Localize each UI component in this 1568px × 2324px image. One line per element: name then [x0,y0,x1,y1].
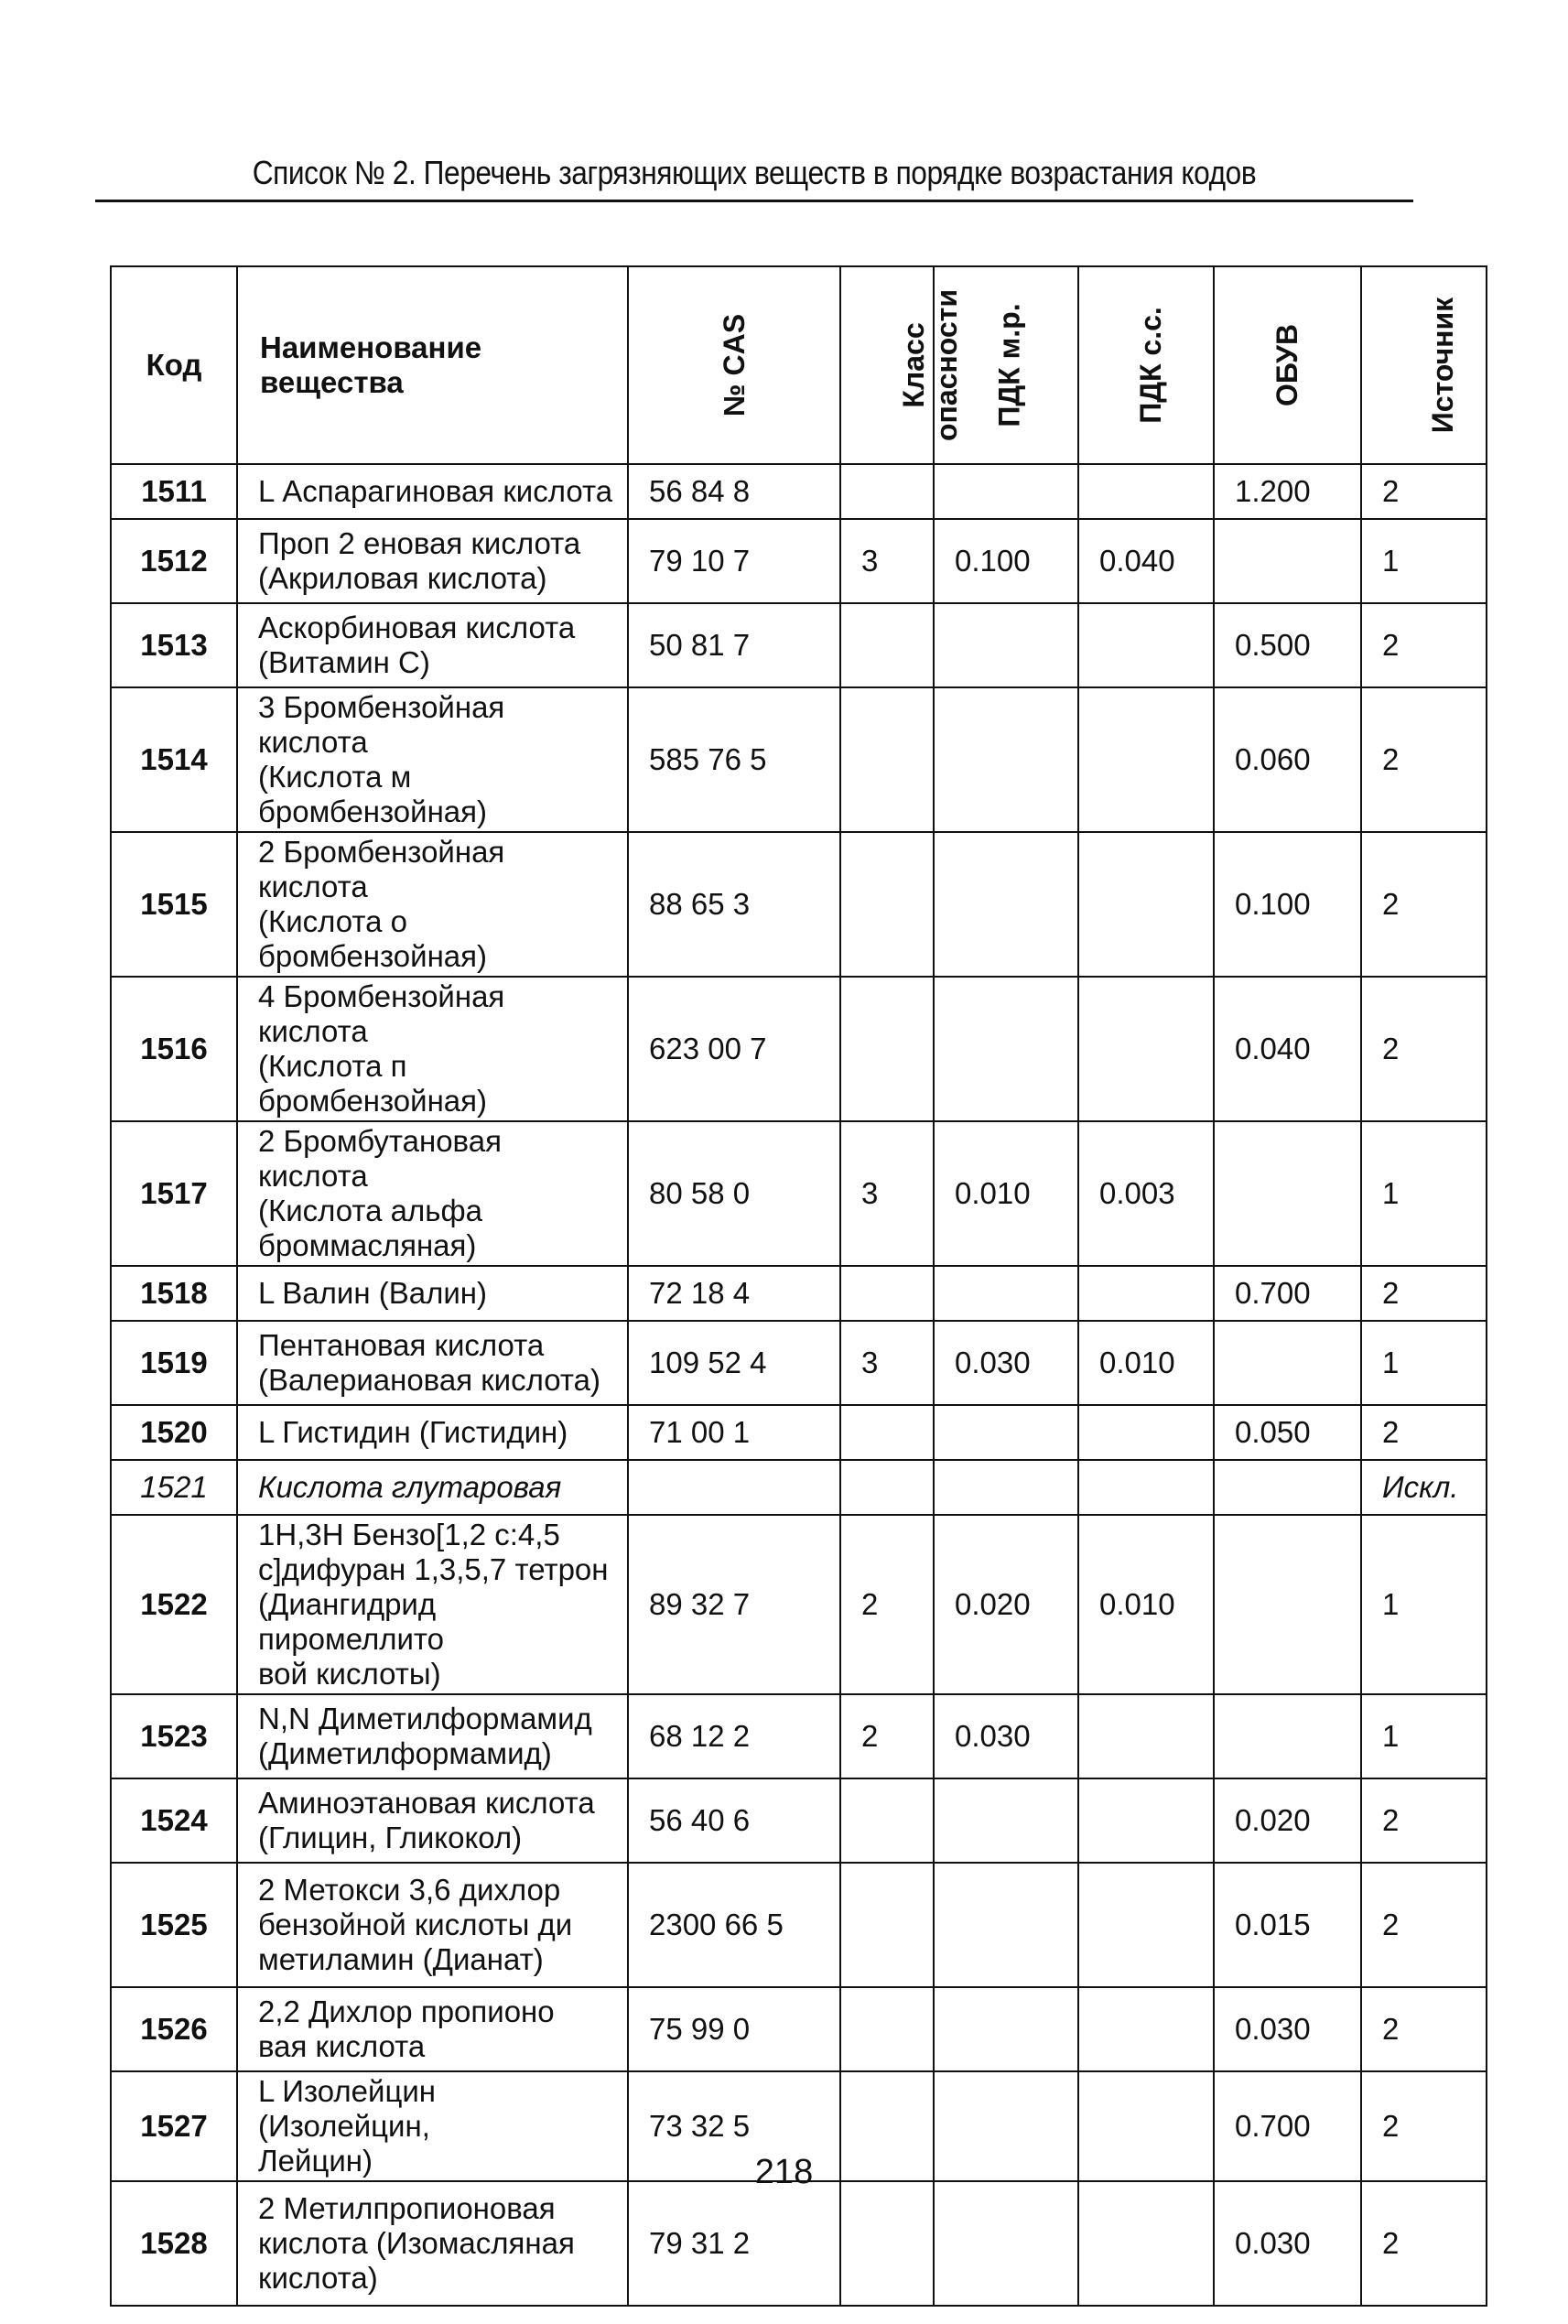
cell-pdk-ss [1078,832,1214,977]
cell-source: 2 [1361,1266,1487,1321]
cell-name: 3 Бромбензойная кислота (Кислота м бромбензойная) [237,687,628,832]
substances-table [110,265,1487,2307]
header-hazard-class-label: Класс опасности [897,288,964,441]
cell-cas: 623 00 7 [628,977,840,1121]
cell-source: 1 [1361,1694,1487,1778]
cell-obuv [1214,1321,1361,1405]
cell-pdk-mr [934,464,1078,519]
cell-pdk-ss [1078,1694,1214,1778]
cell-pdk-mr: 0.010 [934,1121,1078,1266]
cell-pdk-ss [1078,1778,1214,1863]
cell-name: Аскорбиновая кислота (Витамин С) [237,603,628,687]
cell-name: Пентановая кислота (Валериановая кислота) [237,1321,628,1405]
cell-name: Аминоэтановая кислота (Глицин, Гликокол) [237,1778,628,1863]
cell-pdk-ss [1078,1460,1214,1515]
cell-source: 2 [1361,1405,1487,1460]
cell-obuv [1214,519,1361,603]
cell-pdk-ss [1078,977,1214,1121]
table-row [111,1405,1487,1460]
cell-cas [628,1460,840,1515]
cell-name: L Аспарагиновая кислота [237,464,628,519]
cell-hazard-class [840,1266,934,1321]
cell-cas: 50 81 7 [628,603,840,687]
cell-pdk-mr [934,1987,1078,2071]
header-obuv-label: ОБУВ [1271,323,1304,407]
cell-source: 1 [1361,1121,1487,1266]
cell-code: 1522 [111,1515,237,1694]
cell-cas: 75 99 0 [628,1987,840,2071]
cell-hazard-class [840,1405,934,1460]
cell-pdk-mr [934,1863,1078,1987]
cell-cas: 2300 66 5 [628,1863,840,1987]
cell-cas: 585 76 5 [628,687,840,832]
cell-source: 2 [1361,1987,1487,2071]
table-row [111,1460,1487,1515]
cell-source: 2 [1361,603,1487,687]
cell-hazard-class [840,464,934,519]
table-row [111,1266,1487,1321]
cell-pdk-ss [1078,687,1214,832]
cell-pdk-mr [934,1460,1078,1515]
cell-obuv: 1.200 [1214,464,1361,519]
cell-obuv [1214,1460,1361,1515]
cell-hazard-class [840,977,934,1121]
cell-source: 2 [1361,1863,1487,1987]
cell-pdk-mr [934,1405,1078,1460]
cell-pdk-mr [934,687,1078,832]
cell-code: 1527 [111,2071,237,2181]
table-row [111,519,1487,603]
header-source-label: Источник [1426,297,1460,434]
cell-name: L Изолейцин (Изолейцин, Лейцин) [237,2071,628,2181]
header-pdk-mr-label: ПДК м.р. [992,303,1026,427]
cell-code: 1511 [111,464,237,519]
cell-code: 1523 [111,1694,237,1778]
cell-obuv: 0.100 [1214,832,1361,977]
cell-pdk-mr [934,1778,1078,1863]
cell-pdk-mr: 0.100 [934,519,1078,603]
cell-source: 1 [1361,519,1487,603]
cell-hazard-class [840,2181,934,2306]
cell-cas: 71 00 1 [628,1405,840,1460]
cell-cas: 80 58 0 [628,1121,840,1266]
cell-code: 1528 [111,2181,237,2306]
cell-code: 1525 [111,1863,237,1987]
cell-cas: 68 12 2 [628,1694,840,1778]
cell-name: 4 Бромбензойная кислота (Кислота п бромбензойная) [237,977,628,1121]
cell-hazard-class: 3 [840,1321,934,1405]
cell-pdk-mr [934,832,1078,977]
cell-pdk-mr: 0.030 [934,1321,1078,1405]
cell-cas: 109 52 4 [628,1321,840,1405]
cell-code: 1520 [111,1405,237,1460]
cell-cas: 79 31 2 [628,2181,840,2306]
cell-name: L Гистидин (Гистидин) [237,1405,628,1460]
header-pdk-ss [1078,266,1214,464]
cell-code: 1515 [111,832,237,977]
cell-code: 1519 [111,1321,237,1405]
cell-pdk-ss [1078,2181,1214,2306]
page-number: 218 [754,2153,814,2191]
cell-hazard-class [840,1460,934,1515]
cell-obuv: 0.700 [1214,2071,1361,2181]
cell-code: 1514 [111,687,237,832]
cell-name: Проп 2 еновая кислота (Акриловая кислота) [237,519,628,603]
cell-pdk-ss: 0.040 [1078,519,1214,603]
cell-name: 2 Метокси 3,6 дихлор бензойной кислоты ди метиламин (Дианат) [237,1863,628,1987]
table-row [111,687,1487,832]
title-rule [95,200,1413,202]
cell-hazard-class [840,603,934,687]
cell-code: 1513 [111,603,237,687]
table-row [111,832,1487,977]
cell-pdk-mr: 0.030 [934,1694,1078,1778]
cell-code: 1524 [111,1778,237,1863]
table-row [111,603,1487,687]
cell-hazard-class [840,832,934,977]
cell-hazard-class: 2 [840,1694,934,1778]
cell-pdk-ss [1078,464,1214,519]
cell-obuv: 0.040 [1214,977,1361,1121]
cell-obuv [1214,1515,1361,1694]
table-row [111,1863,1487,1987]
cell-hazard-class [840,1778,934,1863]
cell-hazard-class: 3 [840,1121,934,1266]
table-row [111,1694,1487,1778]
cell-code: 1526 [111,1987,237,2071]
cell-source: 2 [1361,832,1487,977]
cell-obuv: 0.500 [1214,603,1361,687]
table-row [111,1121,1487,1266]
cell-pdk-mr: 0.020 [934,1515,1078,1694]
cell-hazard-class [840,1987,934,2071]
cell-code: 1521 [111,1460,237,1515]
cell-hazard-class: 2 [840,1515,934,1694]
cell-code: 1512 [111,519,237,603]
cell-cas: 56 40 6 [628,1778,840,1863]
header-pdk-ss-label: ПДК с.с. [1133,307,1167,424]
cell-name: 2 Бромбензойная кислота (Кислота о бромбензойная) [237,832,628,977]
cell-name: N,N Диметилформамид (Диметилформамид) [237,1694,628,1778]
cell-obuv: 0.700 [1214,1266,1361,1321]
header-code: Код [111,266,237,464]
header-obuv [1214,266,1361,464]
cell-obuv: 0.015 [1214,1863,1361,1987]
table-row [111,1987,1487,2071]
cell-obuv [1214,1121,1361,1266]
cell-cas: 89 32 7 [628,1515,840,1694]
header-cas-label: № CAS [718,313,751,417]
cell-name: 1Н,3Н Бензо[1,2 с:4,5 с]дифуран 1,3,5,7 тетрон (Диангидрид пиромеллито вой кислоты) [237,1515,628,1694]
cell-pdk-ss: 0.003 [1078,1121,1214,1266]
cell-name: L Валин (Валин) [237,1266,628,1321]
cell-pdk-mr [934,977,1078,1121]
cell-code: 1516 [111,977,237,1121]
header-hazard-class [840,266,964,464]
cell-hazard-class [840,1863,934,1987]
cell-pdk-mr [934,2181,1078,2306]
cell-cas: 72 18 4 [628,1266,840,1321]
cell-source: 1 [1361,1321,1487,1405]
cell-source: 2 [1361,2181,1487,2306]
cell-obuv: 0.060 [1214,687,1361,832]
cell-source: 1 [1361,1515,1487,1694]
cell-pdk-ss [1078,1987,1214,2071]
cell-cas: 79 10 7 [628,519,840,603]
cell-pdk-mr [934,1266,1078,1321]
cell-pdk-ss [1078,1266,1214,1321]
cell-pdk-ss: 0.010 [1078,1515,1214,1694]
cell-cas: 88 65 3 [628,832,840,977]
table-row [111,1778,1487,1863]
cell-source: 2 [1361,1778,1487,1863]
header-source [1361,266,1487,464]
cell-name: 2 Бромбутановая кислота (Кислота альфа броммасляная) [237,1121,628,1266]
table-row [111,1515,1487,1694]
table-row [111,977,1487,1121]
page-title: Список № 2. Перечень загрязняющих веществ в порядке возрастания кодов [252,154,1257,191]
cell-obuv: 0.050 [1214,1405,1361,1460]
table-row [111,464,1487,519]
cell-hazard-class [840,687,934,832]
cell-pdk-ss: 0.010 [1078,1321,1214,1405]
cell-source: 2 [1361,977,1487,1121]
cell-obuv: 0.030 [1214,2181,1361,2306]
cell-obuv: 0.020 [1214,1778,1361,1863]
cell-source: 2 [1361,464,1487,519]
table-row [111,1321,1487,1405]
cell-pdk-ss [1078,1405,1214,1460]
table-header-row [111,266,1487,464]
cell-name: Кислота глутаровая [237,1460,628,1515]
cell-pdk-ss [1078,1863,1214,1987]
cell-code: 1518 [111,1266,237,1321]
cell-cas: 73 32 5 [628,2071,840,2181]
cell-cas: 56 84 8 [628,464,840,519]
table-row [111,2181,1487,2306]
cell-source: Искл. [1361,1460,1487,1515]
cell-name: 2 Метилпропионовая кислота (Изомасляная кислота) [237,2181,628,2306]
cell-source: 2 [1361,687,1487,832]
cell-obuv: 0.030 [1214,1987,1361,2071]
cell-obuv [1214,1694,1361,1778]
header-name: Наименование вещества [237,266,628,464]
header-cas [628,266,840,464]
cell-name: 2,2 Дихлор пропионо вая кислота [237,1987,628,2071]
table-body [111,464,1487,2306]
cell-pdk-mr [934,603,1078,687]
cell-source: 2 [1361,2071,1487,2181]
cell-hazard-class: 3 [840,519,934,603]
cell-code: 1517 [111,1121,237,1266]
cell-pdk-ss [1078,603,1214,687]
